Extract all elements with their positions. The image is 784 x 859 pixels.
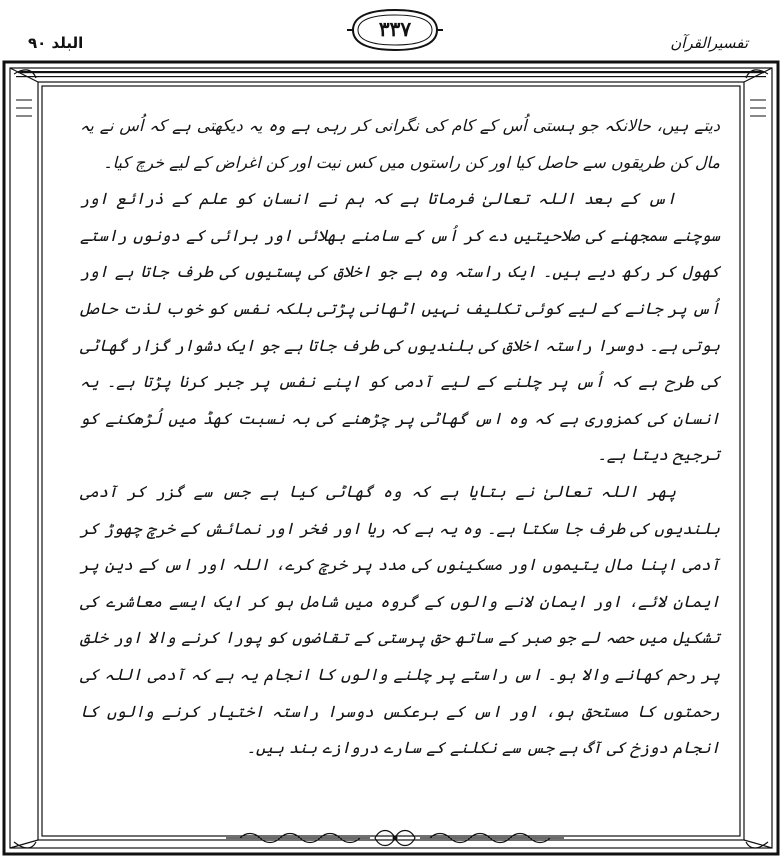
page-number-badge xyxy=(345,6,445,54)
page-header xyxy=(0,0,784,60)
paragraph-2: اس کے بعد اللہ تعالیٰ فرماتا ہے کہ ہم نے انسان کو علم کے ذرائع اور سوچنے سمجھنے کی صلاحیتیں دے کر اُس کے سامنے بھلائی اور برائی کے دونوں راستے کھول کر رکھ دیے ہیں۔ ایک راستہ وہ ہے جو اخلاق کی پستیوں کی طرف جاتا ہے اور اُس پر جانے کے لیے کوئی تکلیف نہیں اٹھانی پڑتی بلکہ نفس کو خوب لذت حاصل ہوتی ہے۔ دوسرا راستہ اخلاق کی بلندیوں کی طرف جاتا ہے جو ایک دشوار گزار گھاٹی کی طرح ہے کہ اُس پر چلنے کے لیے آدمی کو اپنے نفس پر جبر کرنا پڑتا ہے۔ یہ انسان کی کمزوری ہے کہ وہ اس گھاٹی پر چڑھنے کی بہ نسبت کھڈ میں لُڑھکنے کو ترجیح دیتا ہے۔ xyxy=(80,189,720,465)
book-title: تفسیرالقرآن xyxy=(670,34,748,52)
divider-ornament-icon xyxy=(220,826,570,850)
section-end-ornament xyxy=(220,826,570,850)
volume-label: البلد ۹۰ xyxy=(28,34,84,52)
commentary-text xyxy=(80,108,720,767)
paragraph-3: پھر اللہ تعالیٰ نے بتایا ہے کہ وہ گھاٹی کیا ہے جس سے گزر کر آدمی بلندیوں کی طرف جا سکتا ہے۔ وہ یہ ہے کہ ریا اور فخر اور نمائش کے خرچ چھوڑ کر آدمی اپنا مال یتیموں اور مسکینوں کی مدد پر خرچ کرے، اللہ اور اس کے دین پر ایمان لائے، اور ایمان لانے والوں کے گروہ میں شامل ہو کر ایک ایسے معاشرے کی تشکیل میں حصہ لے جو صبر کے ساتھ حق پرستی کے تقاضوں کو پورا کرنے والا اور خلق پر رحم کھانے والا ہو۔ اس راستے پر چلنے والوں کا انجام یہ ہے کہ آدمی اللہ کی رحمتوں کا مستحق ہو، اور اس کے برعکس دوسرا راستہ اختیار کرنے والوں کا انجام دوزخ کی آگ ہے جس سے نکلنے کے سارے دروازے بند ہیں۔ xyxy=(80,481,721,758)
paragraph-1: دیتے ہیں، حالانکہ جو ہستی اُس کے کام کی نگرانی کر رہی ہے وہ یہ دیکھتی ہے کہ اُس نے یہ مال کن طریقوں سے حاصل کیا اور کن راستوں میں کس نیت اور کن اغراض کے لیے خرچ کیا۔ xyxy=(80,116,720,172)
page-number: ۳۳۷ xyxy=(378,17,412,41)
